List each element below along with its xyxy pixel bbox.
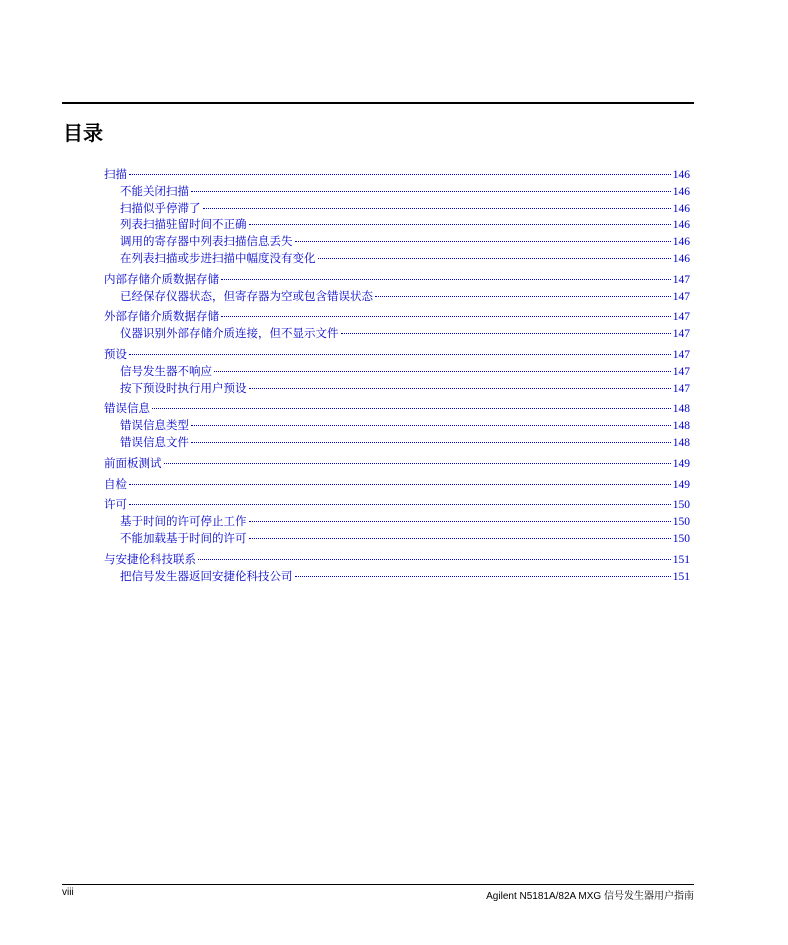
dot-leader bbox=[249, 210, 671, 225]
dot-leader bbox=[341, 319, 671, 334]
toc-subentry[interactable] bbox=[104, 565, 690, 582]
toc-section bbox=[104, 268, 690, 302]
toc-entry-title: 不能关闭扫描 bbox=[120, 183, 189, 198]
dot-leader bbox=[129, 470, 671, 485]
toc-entry-title: 按下预设时执行用户预设 bbox=[120, 380, 247, 395]
dot-leader bbox=[295, 227, 671, 242]
toc-page-number: 146 bbox=[672, 169, 690, 181]
dot-leader bbox=[152, 394, 671, 409]
toc-page-number: 148 bbox=[672, 436, 690, 449]
toc-entry[interactable] bbox=[104, 452, 690, 469]
toc-page-number: 150 bbox=[672, 499, 690, 512]
toc-page-number: 146 bbox=[672, 236, 690, 249]
toc-entry-title: 已经保存仪器状态，但寄存器为空或包含错误状态 bbox=[120, 288, 373, 303]
header-rule bbox=[62, 102, 694, 104]
toc-page-number: 150 bbox=[672, 532, 690, 545]
footer-document-title: Agilent N5181A/82A MXG 信号发生器用户指南 bbox=[486, 891, 694, 902]
dot-leader bbox=[129, 160, 671, 175]
footer-rule bbox=[62, 884, 694, 885]
toc-section bbox=[104, 452, 690, 469]
toc-page-number: 146 bbox=[672, 202, 690, 215]
toc-page-number: 146 bbox=[672, 219, 690, 232]
table-of-contents bbox=[104, 163, 690, 585]
toc-entry-title: 列表扫描驻留时间不正确 bbox=[120, 217, 247, 232]
toc-page-number: 150 bbox=[672, 516, 690, 529]
toc-page-number: 147 bbox=[672, 290, 690, 303]
toc-entry-title: 自检 bbox=[104, 476, 127, 491]
toc-entry-title: 错误信息 bbox=[104, 401, 150, 416]
toc-section bbox=[104, 343, 690, 393]
toc-page-number: 151 bbox=[672, 553, 690, 566]
toc-entry-title: 与安捷伦科技联系 bbox=[104, 551, 196, 566]
footer-page-number: viii bbox=[62, 887, 74, 898]
dot-leader bbox=[164, 449, 671, 464]
toc-section bbox=[104, 305, 690, 339]
toc-page-number: 147 bbox=[672, 365, 690, 378]
toc-page-number: 151 bbox=[672, 570, 690, 583]
dot-leader bbox=[198, 545, 671, 560]
toc-page-number: 147 bbox=[672, 382, 690, 395]
toc-entry-title: 扫描 bbox=[104, 167, 127, 181]
toc-page-number: 149 bbox=[672, 457, 690, 470]
toc-subentry[interactable] bbox=[104, 527, 690, 544]
dot-leader bbox=[249, 507, 671, 522]
dot-leader bbox=[221, 302, 671, 317]
dot-leader bbox=[203, 194, 671, 209]
toc-section bbox=[104, 493, 690, 543]
dot-leader bbox=[191, 177, 671, 192]
toc-entry-title: 前面板测试 bbox=[104, 455, 162, 470]
toc-entry-title: 不能加载基于时间的许可 bbox=[120, 530, 247, 545]
toc-entry-title: 扫描似乎停滞了 bbox=[120, 200, 201, 215]
page-title: 目录 bbox=[63, 121, 103, 145]
toc-entry-title: 内部存储介质数据存储 bbox=[104, 271, 219, 286]
dot-leader bbox=[214, 357, 671, 372]
toc-entry-title: 调用的寄存器中列表扫描信息丢失 bbox=[120, 234, 293, 249]
toc-page-number: 147 bbox=[672, 348, 690, 361]
toc-page-number: 147 bbox=[672, 311, 690, 324]
toc-subentry[interactable] bbox=[104, 285, 690, 302]
toc-page-number: 146 bbox=[672, 185, 690, 198]
toc-section bbox=[104, 548, 690, 582]
toc-page-number: 147 bbox=[672, 273, 690, 286]
toc-entry-title: 在列表扫描或步进扫描中幅度没有变化 bbox=[120, 250, 316, 265]
toc-page-number: 148 bbox=[672, 420, 690, 433]
dot-leader bbox=[295, 562, 671, 577]
toc-subentry[interactable] bbox=[104, 322, 690, 339]
dot-leader bbox=[221, 265, 671, 280]
toc-subentry[interactable] bbox=[104, 247, 690, 264]
dot-leader bbox=[318, 244, 671, 259]
toc-page-number: 147 bbox=[672, 328, 690, 341]
dot-leader bbox=[249, 524, 671, 539]
toc-subentry[interactable] bbox=[104, 431, 690, 448]
toc-entry-title: 预设 bbox=[104, 346, 127, 361]
toc-entry-title: 错误信息文件 bbox=[120, 434, 189, 449]
dot-leader bbox=[191, 411, 671, 426]
toc-entry-title: 许可 bbox=[104, 497, 127, 512]
toc-entry-title: 信号发生器不响应 bbox=[120, 363, 212, 378]
toc-section bbox=[104, 163, 690, 264]
dot-leader bbox=[129, 490, 671, 505]
dot-leader bbox=[375, 282, 671, 297]
dot-leader bbox=[191, 428, 671, 443]
toc-page-number: 148 bbox=[672, 403, 690, 416]
toc-page-number: 149 bbox=[672, 478, 690, 491]
toc-page-number: 146 bbox=[672, 252, 690, 265]
toc-entry-title: 把信号发生器返回安捷伦科技公司 bbox=[120, 568, 293, 583]
toc-entry-title: 外部存储介质数据存储 bbox=[104, 309, 219, 324]
dot-leader bbox=[249, 374, 671, 389]
toc-entry-title: 基于时间的许可停止工作 bbox=[120, 514, 247, 529]
toc-entry-title: 错误信息类型 bbox=[120, 418, 189, 433]
toc-section bbox=[104, 397, 690, 447]
toc-entry[interactable] bbox=[104, 473, 690, 490]
toc-section bbox=[104, 473, 690, 490]
dot-leader bbox=[129, 340, 671, 355]
toc-subentry[interactable] bbox=[104, 377, 690, 394]
toc-entry-title: 仪器识别外部存储介质连接，但不显示文件 bbox=[120, 326, 339, 341]
